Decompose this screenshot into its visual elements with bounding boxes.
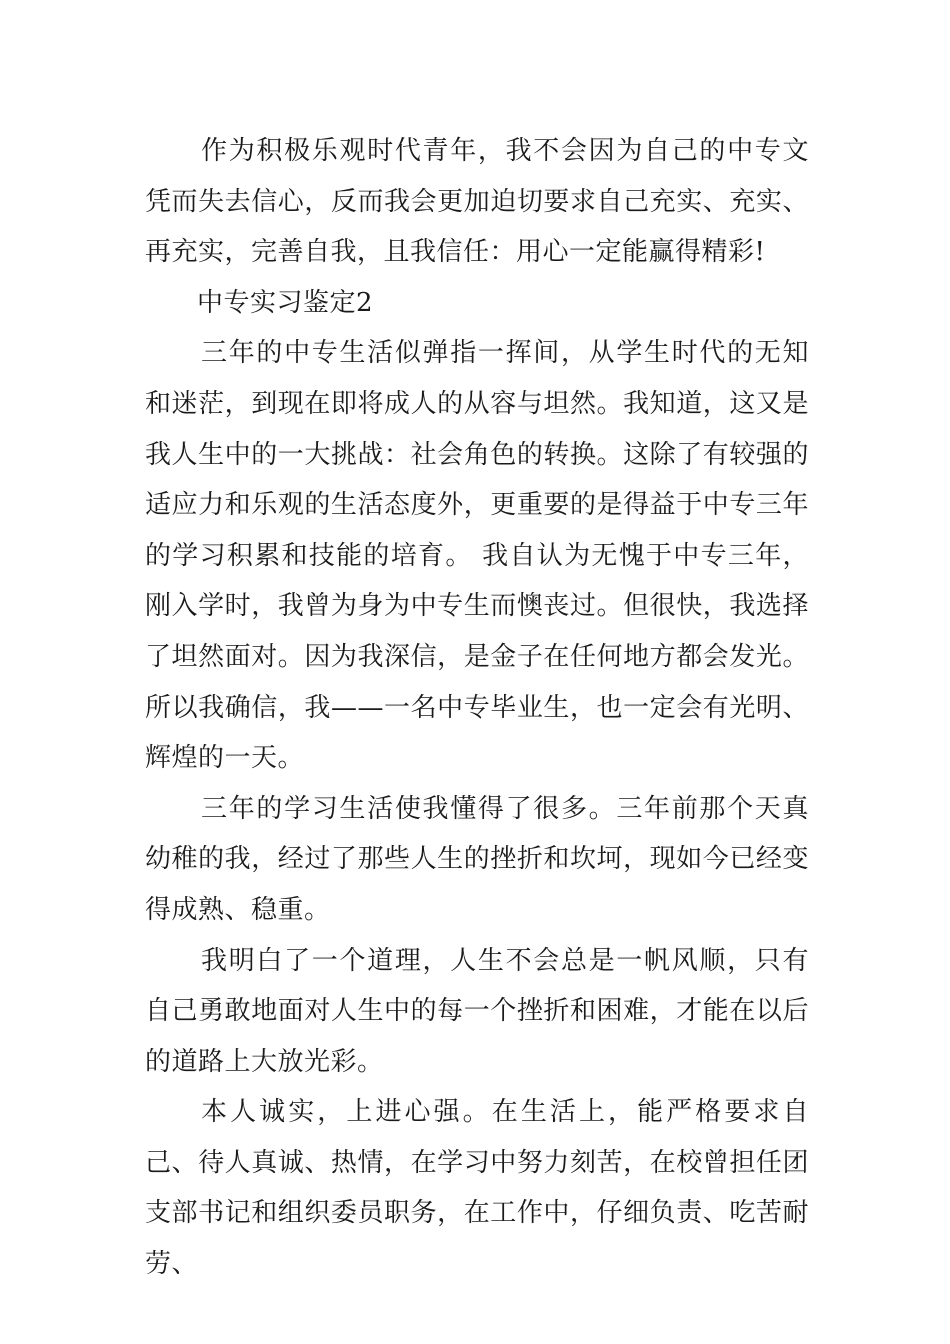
paragraph-3: 三年的学习生活使我懂得了很多。三年前那个天真幼稚的我，经过了那些人生的挫折和坎坷，现如今已经变得成熟、稳重。	[145, 793, 809, 925]
paragraph-2: 三年的中专生活似弹指一挥间，从学生时代的无知和迷茫，到现在即将成人的从容与坦然。我知道，这又是我人生中的一大挑战：社会角色的转换。这除了有较强的适应力和乐观的生活态度外，更重要的是得益于中专三年的学习积累和技能的培育。 我自认为无愧于中专三年，刚入学时，我曾为身为中专生而懊丧过。但很快，我选择了坦然面对。因为我深信，是金子在任何地方都会发光。所以我确信，我——一名中专毕业生，也一定会有光明、辉煌的一天。	[145, 338, 809, 774]
paragraph-4: 我明白了一个道理，人生不会总是一帆风顺，只有自己勇敢地面对人生中的每一个挫折和困难，才能在以后的道路上大放光彩。	[145, 945, 809, 1077]
document-body	[145, 126, 809, 1290]
paragraph-1: 作为积极乐观时代青年，我不会因为自己的中专文凭而失去信心，反而我会更加迫切要求自己充实、充实、再充实，完善自我，且我信任：用心一定能赢得精彩!	[145, 136, 809, 268]
section-heading: 中专实习鉴定2	[197, 287, 374, 318]
paragraph-5: 本人诚实，上进心强。在生活上，能严格要求自己、待人真诚、热情，在学习中努力刻苦，在校曾担任团支部书记和组织委员职务，在工作中，仔细负责、吃苦耐劳、	[145, 1097, 809, 1280]
